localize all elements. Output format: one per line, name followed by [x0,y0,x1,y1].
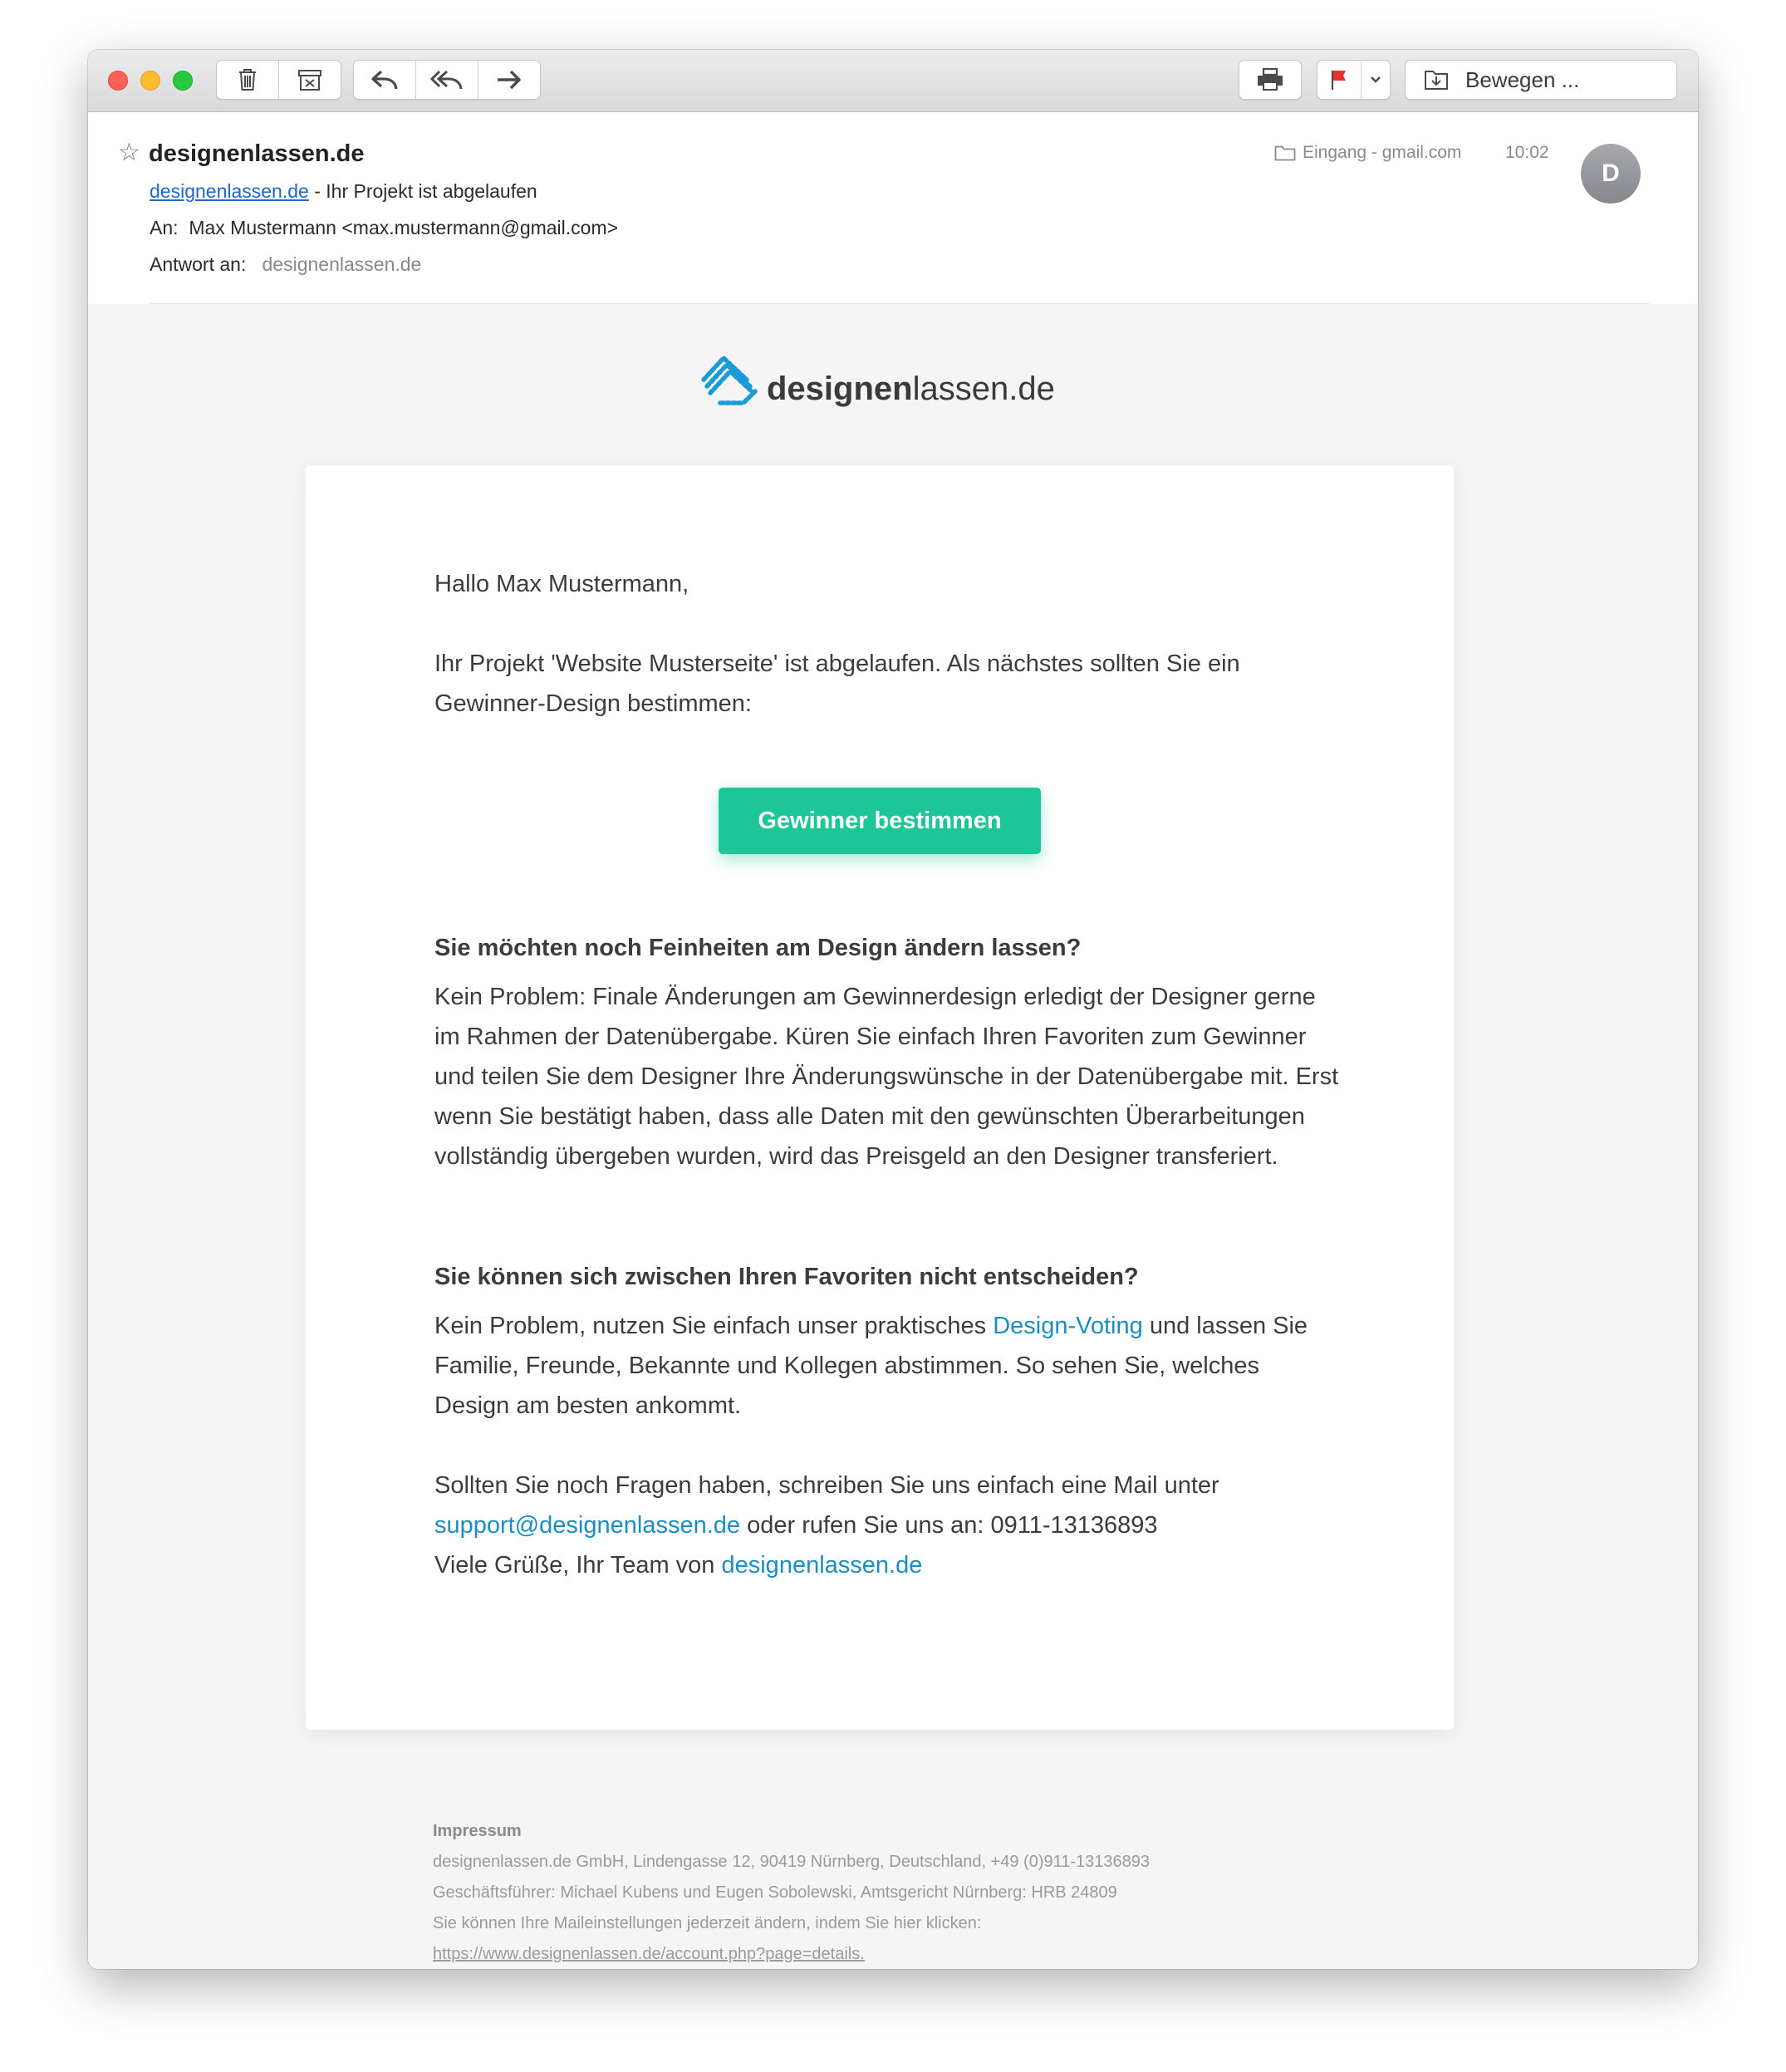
mail-window [88,50,1698,1969]
footer-title: Impressum [433,1822,522,1840]
message-header [88,112,1698,304]
logo-text-rest: lassen.de [912,370,1055,407]
print-icon [1256,67,1284,92]
section2-text-pre: Kein Problem, nutzen Sie einfach unser praktisches [434,1313,994,1339]
move-group [1405,60,1677,100]
reply-all-button[interactable] [416,61,478,99]
section2-text-post: und lassen Sie Familie, Freunde, Bekannte und Kollegen abstimmen. So sehen Sie, welches Design am besten ankommt. [434,1313,1308,1419]
move-button[interactable] [1406,61,1676,99]
to-value[interactable]: Max Mustermann <max.mustermann@gmail.com> [189,217,619,238]
print-button[interactable] [1239,61,1301,99]
footer-address: designenlassen.de GmbH, Lindengasse 12, 90419 Nürnberg, Deutschland, +49 (0)911-13136893 [433,1853,1151,1871]
reply-group [353,60,541,100]
contact-text-pre: Sollten Sie noch Fragen haben, schreiben Sie uns einfach eine Mail unter [434,1472,1219,1499]
reply-icon [370,69,399,91]
closing-website-link[interactable]: designenlassen.de [721,1552,923,1579]
mailbox-label: Eingang - gmail.com [1303,143,1462,162]
delete-button[interactable] [217,61,279,99]
flag-menu-button[interactable] [1362,61,1390,99]
brand-logo[interactable] [695,346,1055,420]
sender-avatar [1581,144,1641,204]
closing-text: Viele Grüße, Ihr Team von [434,1552,722,1579]
logo-text [767,371,1055,408]
minimize-window-button[interactable] [140,71,160,91]
gewinner-bestimmen-button[interactable]: Gewinner bestimmen [719,788,1041,854]
delete-archive-group [216,60,341,100]
folder-icon [1274,145,1296,161]
forward-button[interactable] [478,61,540,99]
email-card [306,465,1454,1730]
design-voting-link[interactable]: Design-Voting [993,1313,1143,1339]
close-window-button[interactable] [108,71,128,91]
flag-group [1317,60,1391,100]
contact-paragraph [434,1466,1290,1545]
section1-heading: Sie möchten noch Feinheiten am Design ändern lassen? [434,935,1082,961]
contact-text-post: oder rufen Sie uns an: 0911-13136893 [740,1512,1158,1539]
archive-icon [297,68,322,91]
forward-icon [495,69,523,91]
support-email-link[interactable]: support@designenlassen.de [434,1512,741,1539]
flag-icon [1330,69,1348,91]
reply-to-line [150,253,421,276]
zoom-window-button[interactable] [173,71,193,91]
section1-paragraph: Kein Problem: Finale Änderungen am Gewinnerdesign erledigt der Designer gerne im Rahmen der Datenübergabe. Küren Sie einfach Ihren Favoriten zum Gewinner und teilen Sie dem Designer Ihre Änderungswünsche in der Datenübergabe mit. Erst wenn Sie bestätigt haben, dass alle Daten mit den gewünschten Überarbeitungen vollständig übergeben wurden, wird das Preisgeld an den Designer transferiert. [434,984,1339,1170]
footer-management: Geschäftsführer: Michael Kubens und Eugen Sobolewski, Amtsgericht Nürnberg: HRB 24809 [433,1883,1117,1902]
message-time: 10:02 [1505,143,1549,162]
toolbar [88,50,1698,112]
section2-heading: Sie können sich zwischen Ihren Favoriten nicht entscheiden? [434,1264,1139,1290]
greeting: Hallo Max Mustermann, [434,571,689,597]
star-icon[interactable]: ☆ [118,139,140,166]
footer-settings-link[interactable]: https://www.designenlassen.de/account.php?page=details. [433,1945,865,1963]
logo-text-bold: designen [767,370,913,407]
to-line [150,217,618,239]
reply-to-label: Antwort an: [150,253,247,275]
trash-icon [237,67,258,92]
subject-line [150,180,537,203]
closing-line [434,1545,1348,1585]
flag-button[interactable] [1317,61,1362,99]
avatar-initial: D [1602,160,1620,187]
archive-button[interactable] [279,61,341,99]
logo-mark-icon [695,350,762,416]
to-label: An: [150,217,179,238]
subject-text: - Ihr Projekt ist abgelaufen [308,180,537,202]
chevron-down-icon [1370,76,1381,84]
move-button-label: Bewegen ... [1465,66,1580,92]
reply-all-icon [429,69,464,91]
section2-paragraph [434,1306,1336,1426]
sender-name: designenlassen.de [149,140,365,167]
mailbox-info[interactable] [1274,143,1461,163]
intro-paragraph: Ihr Projekt 'Website Musterseite' ist abgelaufen. Als nächstes sollten Sie ein Gewinner-Design bestimmen: [434,651,1240,717]
footer-impressum [433,1816,1430,1969]
reply-button[interactable] [354,61,416,99]
move-to-folder-icon [1424,69,1449,91]
reply-to-value[interactable]: designenlassen.de [262,253,422,275]
email-body [88,304,1698,1969]
print-group [1239,60,1302,100]
subject-sender-link[interactable]: designenlassen.de [150,180,309,202]
footer-settings-note: Sie können Ihre Maileinstellungen jederzeit ändern, indem Sie hier klicken: [433,1914,982,1932]
